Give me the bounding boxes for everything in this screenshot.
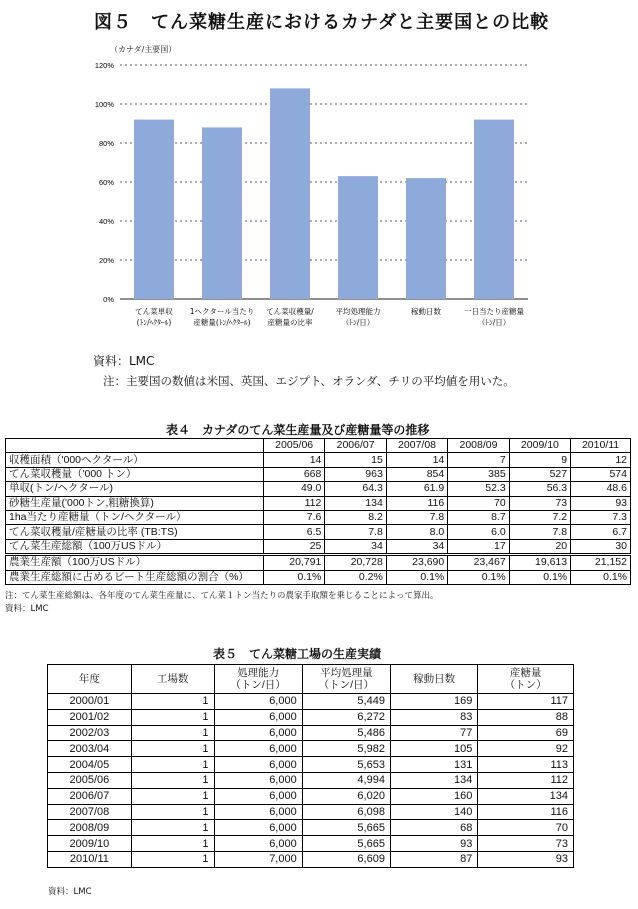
table4-cell: 6.7 (571, 525, 631, 539)
table5 (47, 664, 574, 868)
table4-row-label: 砂糖生産量('000トン,粗糖換算) (6, 496, 264, 510)
table4-row-label: 農業生産額（100万USドル） (6, 555, 264, 570)
table4-row (6, 467, 631, 481)
table5-cell: 5,982 (302, 741, 390, 757)
table5-cell: 7,000 (214, 851, 302, 867)
y-tick-label: 20% (98, 256, 114, 265)
table4-row (6, 570, 631, 584)
figure-source: 資料：LMC (93, 354, 155, 368)
table4-cell: 52.3 (448, 482, 509, 496)
table4-cell: 7.3 (571, 510, 631, 524)
table5-cell: 1 (131, 741, 214, 757)
table5-cell: 105 (390, 741, 477, 757)
table4-cell: 0.1% (571, 570, 631, 584)
table4-cell: 14 (386, 453, 447, 467)
table5-cell: 93 (478, 851, 574, 867)
table4-cell: 14 (263, 453, 324, 467)
table4-col-header: 2007/08 (386, 439, 447, 453)
table5-year-cell: 2002/03 (48, 725, 132, 741)
x-tick-label: てん菜収穫量/ (266, 307, 314, 316)
table4-cell: 64.3 (325, 482, 386, 496)
table5-cell: 6,000 (214, 836, 302, 852)
bar (270, 88, 310, 299)
table5-cell: 69 (478, 725, 574, 741)
table5-cell: 1 (131, 836, 214, 852)
table5-cell: 6,609 (302, 851, 390, 867)
table5-cell: 88 (478, 709, 574, 725)
table5-year-cell: 2010/11 (48, 851, 132, 867)
table5-cell: 131 (390, 757, 477, 773)
table4-cell: 0.2% (325, 570, 386, 584)
table5-cell: 4,994 (302, 772, 390, 788)
y-tick-label: 100% (94, 100, 114, 109)
table4-row (6, 555, 631, 570)
table4-cell: 9 (509, 453, 570, 467)
table5-cell: 83 (390, 709, 477, 725)
table4-cell: 7.8 (509, 525, 570, 539)
table4-cell: 574 (571, 467, 631, 481)
x-tick-label: 稼動日数 (411, 307, 441, 316)
table4-cell: 25 (263, 539, 324, 554)
table5-cell: 6,000 (214, 757, 302, 773)
table4-cell: 93 (571, 496, 631, 510)
table5-title: 表５ てん菜糖工場の生産実績 (213, 647, 382, 661)
x-tick-label: （ﾄﾝ/日） (341, 318, 375, 327)
table4-cell: 7.6 (263, 510, 324, 524)
bar (406, 178, 446, 299)
table5-year-cell: 2004/05 (48, 757, 132, 773)
table4-row (6, 482, 631, 496)
table5-year-cell: 2007/08 (48, 804, 132, 820)
table4-cell: 19,613 (509, 555, 570, 570)
table5-year-cell: 2003/04 (48, 741, 132, 757)
table4-cell: 49.0 (263, 482, 324, 496)
table5-cell: 73 (478, 836, 574, 852)
table4-cell: 73 (509, 496, 570, 510)
table5-row (48, 757, 574, 773)
table4-cell: 0.1% (448, 570, 509, 584)
table5-year-cell: 2008/09 (48, 820, 132, 836)
table5-cell: 1 (131, 709, 214, 725)
table4-row (6, 453, 631, 467)
bar-chart (0, 0, 638, 345)
table5-cell: 117 (478, 694, 574, 710)
table5-header-line: 年度 (78, 673, 100, 685)
table4-cell: 20,728 (325, 555, 386, 570)
table5-row (48, 804, 574, 820)
table4-col-header: 2008/09 (448, 439, 509, 453)
table5-cell: 1 (131, 694, 214, 710)
table4-source: 資料：LMC (5, 604, 49, 614)
table4-cell: 668 (263, 467, 324, 481)
table4-cell: 134 (325, 496, 386, 510)
table5-year-cell: 2000/01 (48, 694, 132, 710)
table4-cell: 7.8 (325, 525, 386, 539)
table4-cell: 6.5 (263, 525, 324, 539)
table5-cell: 6,000 (214, 694, 302, 710)
table5-cell: 1 (131, 851, 214, 867)
table5-cell: 6,000 (214, 725, 302, 741)
table5-cell: 1 (131, 725, 214, 741)
table5-col-header (48, 665, 132, 694)
table4-cell: 0.1% (386, 570, 447, 584)
table5-cell: 6,000 (214, 741, 302, 757)
table4-row-label: 農業生産総額に占めるビート生産総額の割合（%） (6, 570, 264, 584)
table4-cell: 963 (325, 467, 386, 481)
table4-note: 注：てん菜生産総額は、各年度のてん菜生産量に、てん菜１トン当たりの農家手取額を乗じることによって算出。 (5, 591, 439, 601)
table5-cell: 87 (390, 851, 477, 867)
table5-header-line: 平均処理量 (320, 667, 373, 679)
table4-cell: 20 (509, 539, 570, 554)
table5-header-line: 稼動日数 (413, 673, 456, 685)
table4-row-label: てん菜収穫量（'000 トン） (6, 467, 264, 481)
table5-cell: 6,000 (214, 788, 302, 804)
table5-header-line: 工場数 (156, 673, 189, 685)
table4-cell: 0.1% (509, 570, 570, 584)
table4-col-header: 2009/10 (509, 439, 570, 453)
table5-cell: 6,000 (214, 772, 302, 788)
table5-col-header (302, 665, 390, 694)
table5-cell: 1 (131, 804, 214, 820)
table5-year-cell: 2009/10 (48, 836, 132, 852)
table4-row-label: てん菜収穫量/産糖量の比率 (TB:TS) (6, 525, 264, 539)
table4-row (6, 525, 631, 539)
table5-year-cell: 2005/06 (48, 772, 132, 788)
table5-header-row (48, 665, 574, 694)
table5-header-line: （トン） (504, 679, 547, 691)
table5-row (48, 836, 574, 852)
table5-cell: 5,449 (302, 694, 390, 710)
table5-cell: 116 (478, 804, 574, 820)
table4-title: 表４ カナダのてん菜生産量及び産糖量等の推移 (166, 423, 430, 437)
table4-row (6, 496, 631, 510)
table5-cell: 70 (478, 820, 574, 836)
figure-title: 図５ てん菜糖生産におけるカナダと主要国との比較 (94, 12, 550, 33)
table4-cell: 23,467 (448, 555, 509, 570)
table5-row (48, 709, 574, 725)
table5-year-cell: 2001/02 (48, 709, 132, 725)
table5-cell: 134 (390, 772, 477, 788)
table5-header-line: 産糖量 (509, 667, 542, 679)
table4-cell: 34 (386, 539, 447, 554)
table5-col-header (214, 665, 302, 694)
table4-row-label: 単収(トン/ヘクタール) (6, 482, 264, 496)
table4-col-header: 2006/07 (325, 439, 386, 453)
x-tick-label: 一日当たり産糖量 (464, 307, 524, 316)
table5-cell: 5,665 (302, 820, 390, 836)
table5-cell: 6,000 (214, 709, 302, 725)
table4-row-label: てん菜生産総額（100万USドル） (6, 539, 264, 554)
bar (202, 127, 242, 299)
table4-cell: 48.6 (571, 482, 631, 496)
table4-cell: 116 (386, 496, 447, 510)
table5-row (48, 851, 574, 867)
x-tick-label: (ﾄﾝ/ﾍｸﾀｰﾙ) (136, 318, 172, 327)
table5-cell: 6,000 (214, 820, 302, 836)
table5-cell: 1 (131, 820, 214, 836)
table5-cell: 92 (478, 741, 574, 757)
y-tick-label: 80% (98, 139, 114, 148)
table5-cell: 1 (131, 788, 214, 804)
table4-cell: 56.3 (509, 482, 570, 496)
table4-row-label: 収穫面積（'000ヘクタール） (6, 453, 264, 467)
table5-source: 資料：LMC (48, 887, 92, 897)
table5-cell: 6,098 (302, 804, 390, 820)
table5-row (48, 741, 574, 757)
table4-corner-cell (6, 439, 264, 453)
table5-cell: 113 (478, 757, 574, 773)
table5-cell: 77 (390, 725, 477, 741)
table5-header-line: （トン/日） (318, 679, 375, 691)
chart-ylabel: （カナダ/主要国） (110, 45, 177, 54)
table5-col-header (390, 665, 477, 694)
table4-col-header: 2005/06 (263, 439, 324, 453)
table5-cell: 5,486 (302, 725, 390, 741)
table4-row (6, 539, 631, 554)
table5-cell: 140 (390, 804, 477, 820)
table5-cell: 68 (390, 820, 477, 836)
x-tick-label: てん菜単収 (135, 307, 173, 316)
table5-cell: 112 (478, 772, 574, 788)
table4-cell: 17 (448, 539, 509, 554)
y-tick-label: 0% (103, 295, 114, 304)
bar (338, 176, 378, 299)
table5-cell: 1 (131, 757, 214, 773)
table4-cell: 12 (571, 453, 631, 467)
table5-header-line: 処理能力 (237, 667, 280, 679)
table4-cell: 6.0 (448, 525, 509, 539)
x-tick-label: 1ヘクタール当たり (189, 307, 255, 316)
table4-cell: 70 (448, 496, 509, 510)
table5-cell: 6,020 (302, 788, 390, 804)
table5-cell: 169 (390, 694, 477, 710)
table5-row (48, 772, 574, 788)
x-tick-label: （ﾄﾝ/日） (477, 318, 511, 327)
table5-cell: 6,000 (214, 804, 302, 820)
table5-row (48, 820, 574, 836)
table5-cell: 5,653 (302, 757, 390, 773)
table4-cell: 7.8 (386, 510, 447, 524)
table4-cell: 30 (571, 539, 631, 554)
table5-cell: 1 (131, 772, 214, 788)
table5-col-header (478, 665, 574, 694)
table4-cell: 21,152 (571, 555, 631, 570)
table4-cell: 8.2 (325, 510, 386, 524)
table5-cell: 160 (390, 788, 477, 804)
table4-cell: 61.9 (386, 482, 447, 496)
y-tick-label: 60% (98, 178, 114, 187)
table5-cell: 134 (478, 788, 574, 804)
table5-row (48, 725, 574, 741)
table5-col-header (131, 665, 214, 694)
table5-row (48, 694, 574, 710)
table4-cell: 34 (325, 539, 386, 554)
table4-cell: 112 (263, 496, 324, 510)
bar (474, 120, 514, 299)
table4-cell: 23,690 (386, 555, 447, 570)
y-tick-label: 40% (98, 217, 114, 226)
table4-cell: 527 (509, 467, 570, 481)
table4 (5, 438, 631, 585)
table5-year-cell: 2006/07 (48, 788, 132, 804)
table5-row (48, 788, 574, 804)
table4-row (6, 510, 631, 524)
y-tick-label: 120% (94, 61, 114, 70)
table4-cell: 0.1% (263, 570, 324, 584)
table4-col-header: 2010/11 (571, 439, 631, 453)
table4-row-label: 1ha当たり産糖量（トン/ヘクタール） (6, 510, 264, 524)
table5-cell: 93 (390, 836, 477, 852)
table5-header-line: （トン/日） (230, 679, 286, 691)
table4-cell: 20,791 (263, 555, 324, 570)
table4-cell: 7.2 (509, 510, 570, 524)
table5-cell: 5,665 (302, 836, 390, 852)
table4-cell: 7 (448, 453, 509, 467)
table4-cell: 8.7 (448, 510, 509, 524)
table4-header-row (6, 439, 631, 453)
x-tick-label: 産糖量の比率 (267, 318, 313, 327)
figure-note: 注：主要国の数値は米国、英国、エジプト、オランダ、チリの平均値を用いた。 (103, 374, 515, 388)
table5-cell: 6,272 (302, 709, 390, 725)
table4-cell: 8.0 (386, 525, 447, 539)
table4-cell: 854 (386, 467, 447, 481)
x-tick-label: 平均処理能力 (335, 307, 381, 316)
table4-cell: 385 (448, 467, 509, 481)
x-tick-label: 産糖量(ﾄﾝ/ﾍｸﾀｰﾙ) (193, 318, 251, 327)
table4-cell: 15 (325, 453, 386, 467)
bar (134, 120, 174, 299)
